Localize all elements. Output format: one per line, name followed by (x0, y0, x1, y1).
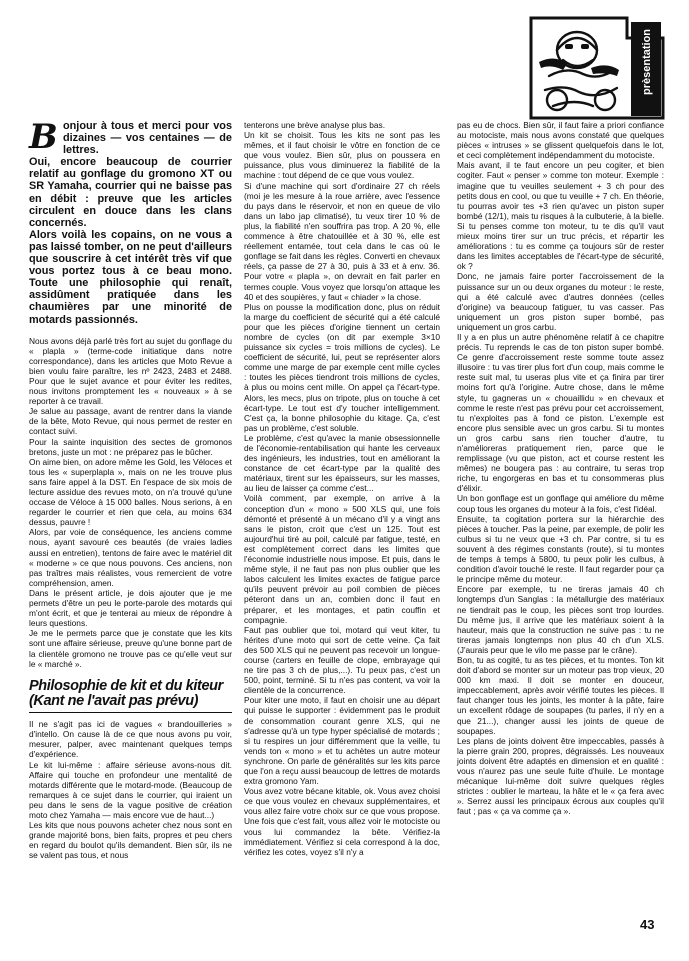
page-number: 43 (640, 917, 655, 932)
body-paragraph: Faut pas oublier que toi, motard qui veut kiter, tu hérites d'une moto qui sort de cette veine. Ça fait des 500 XLS qui ne peuvent pas recevoir un longue-course (carters en feuille de clope, embrayage qui ne tire pas 3 ch de plus,...). Tu peux pas, c'est un 500, point, terminé. Si tu n'es pas content, va voir la clientèle de la concurrence. (244, 624, 440, 696)
body-paragraph: Les kits que nous pouvons acheter chez nous sont en grande majorité bons, bien faits, propres et peu chers en regard du boulot qu'ils demandent. Bien sûr, ils ne se valent pas tous, et nous (29, 820, 232, 861)
body-paragraph: Les plans de joints doivent être impeccables, passés à la pierre grain 200, propres, dégraissés. Les nouveaux joints doivent être adaptés en dimension et en qualité : vous n'aurez pas une seule fuite d'huile. Le montage mécanique lui-même doit suivre quelques règles strictes : oublier le marteau, la hâte et le « ça fera avec ». Serrez aussi les principaux écrous aux couples qu'il faut ; pas « ça va comme ça ». (457, 735, 664, 817)
body-paragraph: Nous avons déjà parlé très fort au sujet du gonflage du « plapla » (terme-code initiatique dans notre correspondance), dans les articles que Moto Revue a bien voulu faire paraître, les nº 2423, 2483 et 2488. Pour que le sujet avance et pour éviter les redites, nous invitons promptement les « nouveaux » à se reporter à ce travail. (29, 335, 232, 407)
section-title-line-2: (Kant ne l'avait pas prévu) (29, 693, 199, 710)
intro-paragraph-2: Oui, encore beaucoup de courrier relatif au gonflage du gromono XT ou SR Yamaha, courrier qui ne baisse pas en débit : preuve que les articles circulent en douce dans les clans concernés. (29, 156, 232, 229)
body-paragraph: Je me le permets parce que je constate que les kits sont une affaire sérieuse, preuve qu'une bonne part de la clientèle gromono ne trouve pas ce qu'elle veut sur le « marché ». (29, 628, 232, 669)
body-paragraph: Le kit lui-même : affaire sérieuse avons-nous dit. Affaire qui touche en profondeur une mentalité de motards différente que le motard-mode. (Beaucoup de remarques à ce sujet dans le courrier, qui iraient un peu dans le sens de la vague positive de création moto chez Yamaha — mais encore vue de haut...) (29, 759, 232, 821)
section-title (29, 679, 232, 710)
presentation-logo (527, 14, 667, 122)
body-paragraph: Alors, par voie de conséquence, les anciens comme nous, ayant savouré ces beautés (de vraies ladies aussi en entretien), tentons de faire avec le matériel dit « moderne » ce que nous pouvons. Ces anciens, non pas traîtres mais réalistes, vous remercient de votre compréhension, amen. (29, 527, 232, 588)
intro-text-1: onjour à tous et merci pour vos dizaines — vos centaines — de lettres. (63, 120, 232, 157)
body-paragraph: On aime bien, on adore même les Gold, les Véloces et tous les « superplapla », mais on ne les trouve plus sans faire appel à la DST. En l'espace de six mois de lecture assidue des revues moto, on n'a trouvé qu'une occase de Véloce à 15 000 balles. Nous serions, à en regarder le courrier et rien que cela, au moins 634 dessus, pauvre ! (29, 456, 232, 528)
body-paragraph: Donc, ne jamais faire porter l'accroissement de la puissance sur un ou deux organes du moteur : le reste, qui a été calculé avec d'autres données (celles d'origine) va beaucoup fatiguer, tu vas casser. Pas uniquement un gros piston super bombé, pas uniquement un gros carbu. (457, 271, 664, 332)
body-paragraph: Encore par exemple, tu ne tireras jamais 40 ch longtemps d'un Sanglas : la métallurgie des matériaux ne tiendrait pas le coup, les pièces sont trop lourdes. Du même jus, il arrive que les matériaux soient à la hauteur, mais que la construction ne suive pas : tu ne tireras jamais longtemps non plus 40 ch d'un XLS. (J'aurais peur que le vilo me passe par le crâne). (457, 584, 664, 655)
body-paragraph: Je salue au passage, avant de rentrer dans la viande de la bête, Moto Revue, qui nous permet de rester en contact suivi. (29, 406, 232, 437)
body-paragraph: tenterons une brève analyse plus bas. (244, 120, 386, 130)
body-paragraph: Un kit se choisit. Tous les kits ne sont pas les mêmes, et il faut choisir le vôtre en fonction de ce que vous voulez. Bien sûr, plus on poussera en puissance, plus vous diminuerez la fiabilité de la machine : tout dépend de ce que vous voulez. (244, 130, 440, 181)
column-2 (244, 120, 440, 857)
body-paragraph: Mais avant, il te faut encore un peu cogiter, et bien cogiter. Faut « penser » comme ton moteur. Exemple : imagine que tu veuilles seulement + 3 ch pour des petits dous en cool, ou que tu veuille + 7 ch. En théorie, tu pourras avoir tes +3 rien qu'avec un piston super bombé (12/1), mais tu risques à la culbuterie, à la bielle. Si tu penses comme ton moteur, tu te dis qu'il vaut mieux moins tirer sur un truc précis, et répartir les améliorations : tu es comme ça toujours sûr de rester dans les limites acceptables de l'écart-type de sécurité, ok ? (457, 160, 664, 272)
body-paragraph: Le problème, c'est qu'avec la manie obsessionnelle de l'économie-rentabilisation qui hante les cerveaux des ingénieurs, les industries, tout en améliorant la constance de cet écart-type par la qualité des matériaux, tirent sur les épaisseurs, sur les masses, au lieu de laisser ça comme c'est... (244, 432, 440, 494)
body-paragraph: Si d'une machine qui sort d'ordinaire 27 ch réels (moi je les mesure à la roue arrière, avec l'essence du pays dans le réservoir, et non en queue de vilo dans un labo jap climatisé), tu veux tirer 10 % de plus, la fiabilité n'en souffrira pas trop. A 20 %, elle commence à être chatouillée et à 30 %, elle est réellement entamée, tout cela dans le cas où le gonflage se fait dans les règles. Converti en chevaux réels, ça passe de 27 à 30, puis à 33 et à env. 36. Pour votre « plapla », on devrait en fait parler en termes couple. Vous voyez que lorsqu'on attaque les 40 et des soupières, y faut « chiader » la chose. (244, 180, 440, 302)
body-paragraph: Il y a en plus un autre phénomène relatif à ce chapitre précis. Tu reprends le cas de ton piston super bombé. Ce genre d'accroissement reste somme toute assez illusoire : tu vas tirer plus fort d'un coup, mais comme le reste suit mal, tu useras plus vite et ça finira par tirer moins fort qu'à l'origine. Autre chose, dans le même style, tu gagneras un « chouaillidu » en chevaux et comme le reste n'est pas prévu pour cet accroissement, tu n'exploites pas à fond ce piston. L'exemple est encore plus sensible avec un gros carbu. Si tu montes un gros carbu sans rien toucher d'autre, tu n'amélioreras pratiquement rien, parce que le remplissage (vu que piston, act et course restent les mêmes) ne bougera pas : au contraire, tu seras trop riche, tu engorgeras en bas et tu consommeras plus d'élixir. (457, 331, 664, 494)
section-title-line-1: Philosophie de kit et du kiteur (29, 677, 223, 694)
body-paragraph: Un bon gonflage est un gonflage qui améliore du même coup tous les organes du moteur à la fois, c'est l'idéal. (457, 493, 664, 514)
body-paragraph: Vous avez votre bécane kitable, ok. Vous avez choisi ce que vous voulez en chevaux supplémentaires, et vous allez faire votre choix sur ce que vous propose. Une fois que c'est fait, vous allez voir le motociste ou vous lui commandez la bête. Vérifiez-la immédiatement. Vérifiez si cela correspond à la doc, vérifiez les cotes, voyez s'il n'y a (244, 786, 440, 857)
body-paragraph: Il ne s'agit pas ici de vagues « brandouilleries » d'intello. On cause là de ce que nous avons pu voir, mesurer, palper, avec maintenant quelques temps d'expérience. (29, 719, 232, 760)
logo-text: prèsentation (641, 28, 653, 95)
body-paragraph: Pour kiter une moto, il faut en choisir une au départ qui puisse le supporter : évidemment pas le produit de consommation courant genre XLS, qui ne s'adresse qu'à un type hyper spécialisé de motards ; si tu respires un jour différemment que la veille, tu vends ton « mono » et tu achètes un autre moteur synchrone. On parle de généralités sur les kits parce que l'on a reçu aussi beaucoup de lettres de motards extra gromono Yam. (244, 695, 440, 787)
body-paragraph: Voilà comment, par exemple, on arrive à la conception d'un « mono » 500 XLS qui, une fois démonté et présenté à un mécano d'il y a vingt ans sans le piston, croit que c'est un 125. Tout est aujourd'hui tiré au poil, calculé par fatigue, testé, en est complètement correct dans les limites que l'économie industrielle nous impose. Et puis, dans le même style, il ne faut pas non plus oublier que les labos calculent les limites exactes de fatigue parce qu'ils peuvent prévoir au poil combien de pièces péteront dans un an, combien donc il faut en préparer, et les montages, et patin couffin et compagnie. (244, 493, 440, 625)
column-3 (457, 120, 664, 816)
title-underline (29, 712, 232, 714)
body-paragraph: Bon, tu as cogité, tu as tes pièces, et tu montes. Ton kit doit d'abord se monter sur un moteur pas trop vieux, 20 000 km maxi. Il doit se monter en douceur, impeccablement, après avoir vérifié toutes les pièces. Il faut changer tous les joints, les monter à la pâte, faire un excellent rôdage de soupapes (tu parles, il n'y en a que 21...), changer aussi les joints de queue de soupapes. (457, 654, 664, 736)
intro-paragraph-3: Alors voilà les copains, on ne vous a pas laissé tomber, on ne peut d'ailleurs que souscrire à cet intérêt très vif que vous portez tous à ce beau mono. Toute une philosophie qui renaît, assidûment pratiquée dans les chaumières par une minorité de motards passionnés. (29, 228, 232, 326)
body-paragraph: pas eu de chocs. Bien sûr, il faut faire a priori confiance au motociste, mais nous avons constaté que quelques pièces « intruses » se glissent quelquefois dans le lot, et ceci complètement indépendamment du motociste. (457, 120, 664, 161)
body-paragraph: Plus on pousse la modification donc, plus on réduit la marge du coefficient de sécurité qui a été calculé pour que les pièces d'origine tiennent un certain nombre de cycles (on dit par exemple 3×10 puissance six cycles = trois millions de cycles). Le coefficient de sécurité, lui, peut se représenter alors comme une marge de par exemple cent mille cycles : toutes les pièces tiendront trois millions de cycles, à plus ou moins cent mille. On appel ça l'écart-type. Alors, les mecs, plus on tripote, plus on touche à cet écart-type. Le tout est d'y toucher intelligemment. C'est ça, la bonne philosophie du kitage. Ça, c'est pas un problème, c'est soluble. (244, 301, 440, 433)
column-1 (29, 117, 232, 861)
dropcap: B (29, 117, 58, 157)
body-paragraph: Pour la sainte inquisition des sectes de gromonos bretons, juste un mot : ne préparez pas le bûcher. (29, 436, 232, 457)
intro-paragraph-1 (29, 117, 232, 157)
body-paragraph: Ensuite, ta cogitation portera sur la hiérarchie des pièces à toucher. Pas la peine, par exemple, de polir les culbus si tu ne veux que +3 ch. Par contre, si tu es souvent à des régimes constants (route), si tu montes de temps à temps à 5800, tu peux polir les culbus, à condition d'avoir touché le reste. Il faut regarder pour ça le principe même du moteur. (457, 513, 664, 585)
body-paragraph: Dans le présent article, je dois ajouter que je me permets d'être un peu le porte-parole des motards qui m'ont écrit, et que je tenterai au mieux de répondre à leurs questions. (29, 587, 232, 629)
